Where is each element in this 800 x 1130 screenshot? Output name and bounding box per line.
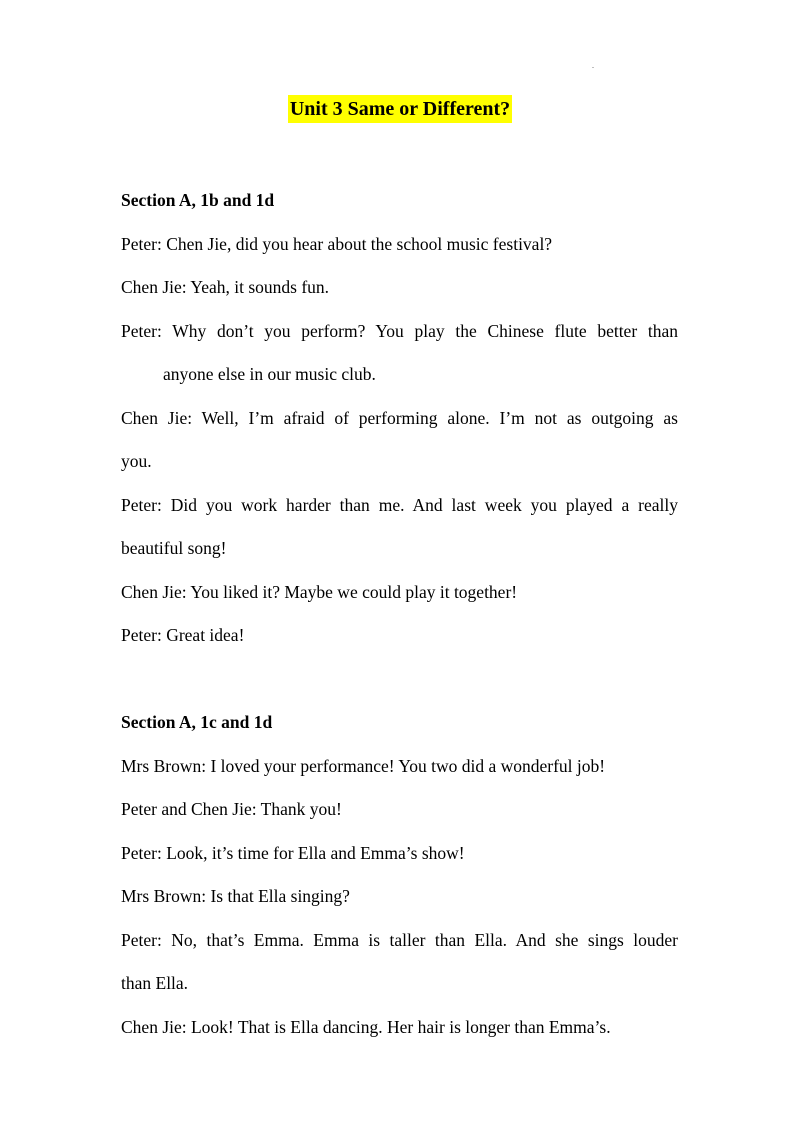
section-heading-2: Section A, 1c and 1d: [121, 712, 273, 732]
dialogue-line: Mrs Brown: Is that Ella singing?: [121, 886, 350, 906]
dialogue-line: Peter and Chen Jie: Thank you!: [121, 799, 342, 819]
dialogue-line-continuation: you.: [121, 451, 152, 471]
title-container: [0, 95, 800, 123]
dialogue-line: Chen Jie: You liked it? Maybe we could play it together!: [121, 581, 518, 602]
section-spacer: [121, 658, 678, 702]
document-body: [121, 179, 678, 1049]
dialogue-line: Chen Jie: Yeah, it sounds fun.: [121, 277, 330, 297]
dialogue-line-continuation: than Ella.: [121, 973, 189, 993]
dialogue-line: Peter: Great idea!: [121, 625, 245, 645]
header-mark: .: [592, 61, 594, 70]
dialogue-line: Peter: Why don’t you perform? You play the Chinese flute better than: [121, 320, 678, 341]
section-heading-1: Section A, 1b and 1d: [121, 190, 275, 210]
dialogue-line: Peter: No, that’s Emma. Emma is taller than Ella. And she sings louder: [121, 929, 678, 950]
dialogue-line: Peter: Look, it’s time for Ella and Emma’s show!: [121, 842, 465, 863]
dialogue-line: Peter: Did you work harder than me. And last week you played a really: [121, 494, 678, 515]
dialogue-line: Chen Jie: Well, I’m afraid of performing alone. I’m not as outgoing as: [121, 407, 678, 428]
dialogue-line-continuation: anyone else in our music club.: [163, 364, 376, 384]
dialogue-line: Chen Jie: Look! That is Ella dancing. Her hair is longer than Emma’s.: [121, 1016, 611, 1037]
dialogue-line: Peter: Chen Jie, did you hear about the school music festival?: [121, 233, 553, 254]
page-title: Unit 3 Same or Different?: [288, 95, 512, 123]
dialogue-line-continuation: beautiful song!: [121, 538, 227, 558]
dialogue-line: Mrs Brown: I loved your performance! You two did a wonderful job!: [121, 755, 606, 776]
